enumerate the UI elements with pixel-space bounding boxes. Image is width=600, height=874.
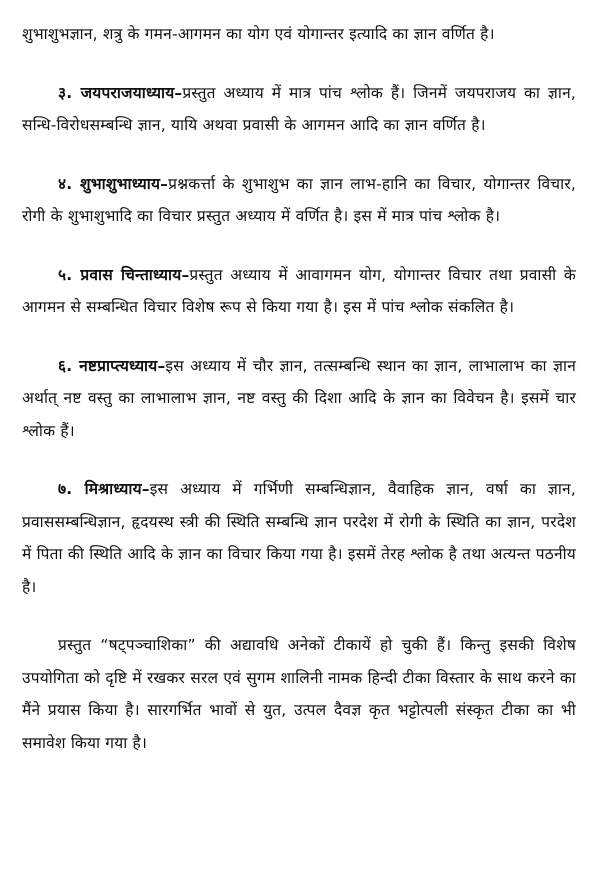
section-4-paragraph [22, 168, 576, 233]
section-4-heading: ४. शुभाशुभाध्याय– [58, 174, 169, 193]
closing-paragraph [22, 629, 576, 759]
section-3-text: प्रस्तुत अध्याय में मात्र पांच श्लोक हैं। जिनमें जयपराजय का ज्ञान, सन्धि-विरोधसम्बन्धि ज्ञान, यायि अथवा प्रवासी के आगमन आदि का ज्ञान वर्णित है। [22, 83, 577, 134]
section-5-text: प्रस्तुत अध्याय में आवागमन योग, योगान्तर विचार तथा प्रवासी के आगमन से सम्बन्धित विचार विशेष रूप से किया गया है। इस में पांच श्लोक संकलित है। [22, 265, 576, 316]
section-7-paragraph [22, 473, 576, 603]
paragraph-text: शुभाशुभज्ञान, शत्रु के गमन-आगमन का योग एवं योगान्तर इत्यादि का ज्ञान वर्णित है। [22, 25, 495, 43]
section-4-text: प्रश्नकर्त्ता के शुभाशुभ का ज्ञान लाभ-हानि का विचार, योगान्तर विचार, रोगी के शुभाशुभादि का विचार प्रस्तुत अध्याय में वर्णित है। इस में मात्र पांच श्लोक है। [22, 174, 576, 225]
closing-text: प्रस्तुत “षट्पञ्चाशिका” की अद्यावधि अनेकों टीकायें हो चुकी हैं। किन्तु इसकी विशेष उपयोगिता को दृष्टि में रखकर सरल एवं सुगम शालिनी नामक हिन्दी टीका विस्तार के साथ करने का मैंने प्रयास किया है। सारगर्भित भावों से युत, उत्पल दैवज्ञ कृत भट्टोत्पली संस्कृत टीका का भी समावेश किया गया है। [22, 636, 576, 752]
intro-continuation-paragraph [22, 18, 576, 51]
section-7-heading: ७. मिश्राध्याय– [58, 480, 150, 498]
section-5-heading: ५. प्रवास चिन्ताध्याय– [58, 265, 190, 284]
section-6-paragraph [22, 350, 576, 448]
section-7-text: इस अध्याय में गर्भिणी सम्बन्धिज्ञान, वैवाहिक ज्ञान, वर्षा का ज्ञान, प्रवाससम्बन्धिज्ञान, हृदयस्थ स्त्री की स्थिति सम्बन्धि ज्ञान परदेश में रोगी के स्थिति का ज्ञान, परदेश में पिता की स्थिति आदि के ज्ञान का विचार किया गया है। इसमें तेरह श्लोक है तथा अत्यन्त पठनीय है। [22, 480, 576, 596]
section-3-paragraph [22, 77, 576, 142]
section-6-text: इस अध्याय में चौर ज्ञान, तत्सम्बन्धि स्थान का ज्ञान, लाभालाभ का ज्ञान अर्थात् नष्ट वस्तु का लाभालाभ ज्ञान, नष्ट वस्तु की दिशा आदि के ज्ञान का विवेचन है। इसमें चार श्लोक हैं। [22, 356, 577, 440]
section-5-paragraph [22, 259, 576, 324]
section-3-heading: ३. जयपराजयाध्याय– [58, 83, 183, 102]
section-6-heading: ६. नष्टप्राप्त्यध्याय– [58, 356, 166, 375]
